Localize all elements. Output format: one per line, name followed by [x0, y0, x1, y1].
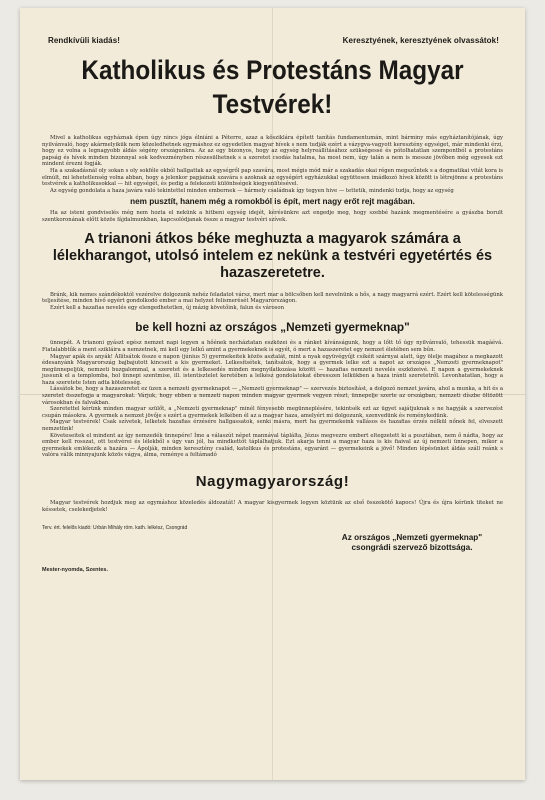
- body-paragraph: Szeretettel kérünk minden magyar szülőt, a „Nemzeti gyermeknap" minél fényesebb megünneplésére, tekintsék ezt az ügyet sajátjuknak s ne hagyják a szervezést csupán másokra. A gyermek a nemzet jövője s ezért a gyermekek lelkében él az a magyar haza, amelyért mi dolgozunk, szenvedünk és reménykedünk.: [42, 406, 503, 419]
- header-left: Rendkívüli kiadás!: [48, 36, 121, 45]
- body-paragraph: Bránk, kik nemes szándékoktól vezérelve dolgozunk nehéz feladatot vársz, mert mar a bölcsőben kell nevelnünk a hős, a nagy magyarrá ezért. Ezért kell kötelességünk teljesítése, minden hívő egyért gondolkodó ember a mai helyzet felismerését Magyarországon.: [42, 291, 503, 305]
- body-paragraph: Követeseitek el mindent az így nemzedék ünnepére! Íme a válaszút népet mannával táplálta, Jézus megvezre embert eltegzetett ki a pusztában, nem ő nádta, hogy az ember kell rosszat, ott testvérei és lélekből s úgy van jól, ha mindkettőt táplálhatjuk. Ezt akarja tenni a magyar haza is kis fiaival az új nemzeti ünnepen, mikor a gyermekek emlékezik a hazára — Ápolják, minden keresztény család, katolikus és protestáns, egyaránt — gyermekeink a jövő! Minden lépésünket áldás száll reánk s valóra válik minnyajunk közös vágya, álma, reménye a feltámadó: [42, 432, 503, 459]
- header-right: Keresztyének, keresztyének olvassátok!: [342, 36, 499, 45]
- body-paragraph: Magyar apák és anyák! Állítsátok össze e napon (június 5) gyermekeitek közös asztalát, mint a nyak együvégyűjt csíkéit szárnyai alatt, úgy ölelje magához a megkazott édesanyánk Magyarország bajbajutott kincseit a kis gyermeket. Lelkesítsétek, tanítsátok, hogy a gyermek lelke ezt a napot az országos „Nemzeti gyermeknapot" megünnepeljük, nemzeti buzgalommal, a szeretet és a lelkesedés minden megnyilatkozása között — hazafias nemzeti nevelés eszközeivé. E napon a gyermekeknek jussunk el a templomba, hol ünnepi szentmise, ill. istentisztelet keretében a lelkész gondolatokat ébresszen lelkükben a haza iránti szeretetről. Levonhatatlan, hogy a haza szeretete Isten adta kötelesség.: [42, 353, 503, 386]
- intro-paragraph: Az egység gondolata a haza javára való tekintettel minden embernek — hármely családnak így tegyen hive — tettetik, mindenki tudja, hogy az egység: [50, 187, 454, 194]
- big-statement-2: be kell hozni az országos „Nemzeti gyermeknap": [135, 320, 410, 335]
- printer-name: Mester-nyomda, Szentes.: [42, 567, 109, 574]
- title-line-1: Katholikus és Protestáns Magyar: [81, 55, 464, 85]
- body-paragraph: Ezért kell a hazafias nevelés egy elengedhetetlen, új mázig követőink, falun és városon: [50, 304, 284, 311]
- mid-paragraph: Ha az isteni gondviselés még nem hozta el nekünk a hitbeni egység idejét, kérésünkre azt engedje meg, hogy szebbé hazánk megmentésére a gyászba borult szentkoronának előtt közös fájdalmunkban, kapcsolódjanak össze a magyar testvéri szívek.: [42, 210, 503, 223]
- footer: [42, 525, 503, 575]
- poster-title: [65, 53, 480, 121]
- closing-paragraph: Magyar testvérek hozdjuk meg az egymáshoz közeledés áldozatát! A magyar kisgyermek legyen köztünk az első összekötő kapocs! Újra és újra kérünk titeket ne késsetek, cselekedjetek!: [42, 500, 503, 513]
- committee-signature: Az országos „Nemzeti gyermeknap" csongrádi szervező bizottsága.: [341, 533, 483, 553]
- big-statement: A trianoni átkos béke meghuzta a magyarok számára a lélekharangot, utolsó intelem ez nekünk a testvéri egyetértés és hazaszeretetre.: [52, 230, 493, 281]
- title-line-2: Testvérek!: [212, 89, 333, 119]
- emphasis-line: nem pusztít, hanem még a romokból is épít, mert nagy erőt rejt magában.: [130, 197, 415, 207]
- intro-paragraph: Ha a szakadásnál oly sokan s oly sokféle okból hallgattak az egységről pap szavára, most mégis mód már a szakadás okai régen megszűntek s a dogmatikai vitát kora is elmúlt, mi lehetetlenség volna abban, hogy a jelenkor papjainak szavára s azoknak az egységért egyházukkal együttesen imádkozó hívek között is létrejönne a protestáns testvérek a katholikusokkal — hit egységét, és pedig a felekezeti különbségek kiegyenlítésével.: [42, 167, 503, 188]
- poster-sheet: [20, 8, 525, 780]
- body-paragraph: Lássátok be, hogy a hazaszeretet ez üzen a nemzeti gyermeknapot — „Nemzeti gyermeknap" — szervezés biztosítást, a dolgozó nemzet javára, ahol a munka, a hit és a szeretet összefogja a magyarokat. Várjuk, hogy ebben a nemzeti napon minden magyar gyermek vegyen részt, ünnepelje szerte az országban, nemzeti díszbe öltözött városokban és falvakban.: [42, 386, 503, 406]
- poster-content: [42, 22, 503, 772]
- publisher-note: Terv. ért. felelős kiadó: Urbán Mihály róm. kath. lelkész, Csongrád: [42, 525, 188, 532]
- body-paragraph: ünnepét. A trianoni gyászt egész nemzet napi legyen a hőének necháztatan eszközei és a ránket kívánságunk, hogy a lőtt tő úgy nyilvánvaló, tehessük magáévá. Fiatalabbtűk a ment szikláira a nemzetnek, mi kell egy lelkű amint a gyermekeknek is egyét, ó mert a hazaszeretet egy nemzet életében sem bűn.: [42, 340, 503, 353]
- intro-paragraph: Mivel a katholikus egyháznak épen úgy nincs jóga élniáni a Péterre, azaz a kősziklára épített tanítás fundamentumán, mint bárminy más egyháztanítójának, úgy nyilvánvaló, hogy akármelyikük nem közeledhetnek egymáshoz ez egyedetlen magyar hívek s nem tudják ezért a vázygva-vagyott keresztény egységet, már mindenki érzi, hogy ez volna a legnagyobb áldás ségény országunkra. Az az egy bizonyos, hogy az egység helyreállításához szükségessé és pótolhatatlan szempontból a protestáns papság és hívek minden bizonnyal sok kedvezményben részesülhetnek s a szeretet csodás hatalma, ha most nem, úgy talán a nem is messze jövőben még egyesek ezt mindent érezni fogják.: [42, 135, 503, 168]
- header-line: [48, 36, 499, 45]
- closing-title: Nagymagyarország!: [195, 473, 350, 490]
- body-paragraph: Magyar testvérek! Csak szívetek, lelketek hazafias érzésére hallgassatok, senki másra, mert ha gyermekeink vallásos és hazafias érzés nélkül nőnek fel, elveszett nemzetünk!: [42, 419, 503, 433]
